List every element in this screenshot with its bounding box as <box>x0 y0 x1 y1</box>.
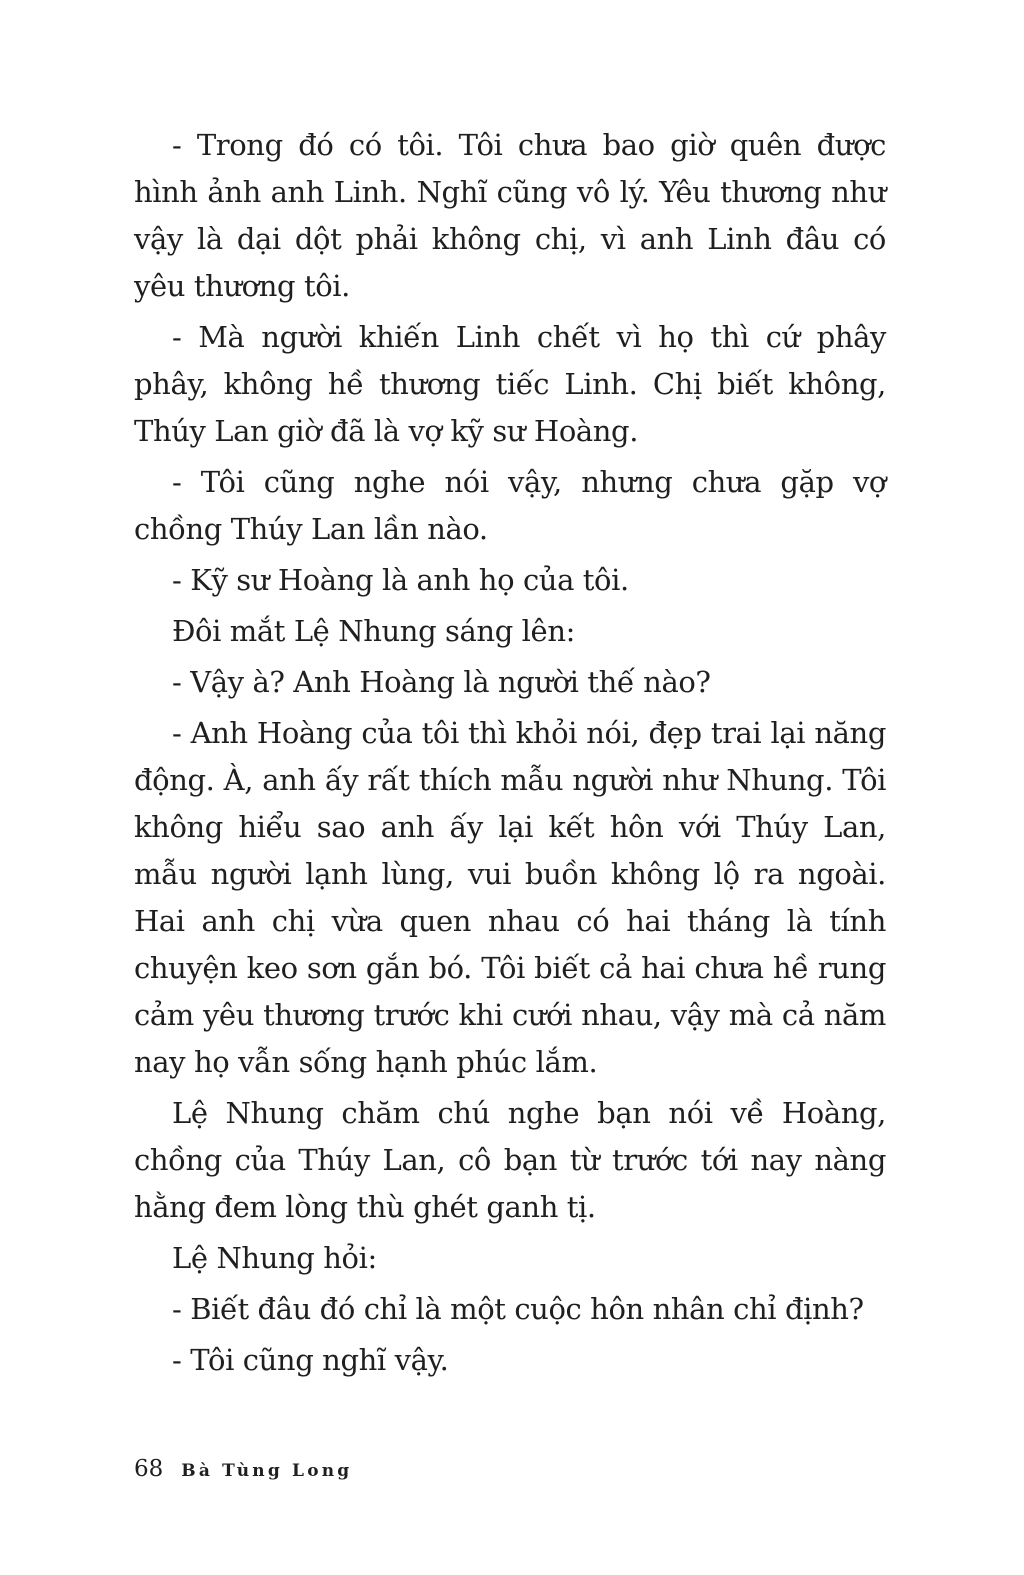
paragraph-3: - Tôi cũng nghe nói vậy, nhưng chưa gặp vợ chồng Thúy Lan lần nào. <box>134 465 886 546</box>
page-footer <box>134 1456 352 1486</box>
paragraph-10: - Biết đâu đó chỉ là một cuộc hôn nhân chỉ định? <box>172 1292 864 1326</box>
page-body <box>134 122 886 1388</box>
running-head-author: Bà Tùng Long <box>181 1461 353 1481</box>
paragraph-9: Lệ Nhung hỏi: <box>172 1241 377 1275</box>
paragraph-4: - Kỹ sư Hoàng là anh họ của tôi. <box>172 563 629 597</box>
paragraph-6: - Vậy à? Anh Hoàng là người thế nào? <box>172 665 711 699</box>
paragraph-2: - Mà người khiến Linh chết vì họ thì cứ phây phây, không hề thương tiếc Linh. Chị biết không, Thúy Lan giờ đã là vợ kỹ sư Hoàng. <box>134 320 886 448</box>
paragraph-5: Đôi mắt Lệ Nhung sáng lên: <box>172 614 575 648</box>
paragraph-1: - Trong đó có tôi. Tôi chưa bao giờ quên được hình ảnh anh Linh. Nghĩ cũng vô lý. Yêu thương như vậy là dại dột phải không chị, vì anh Linh đâu có yêu thương tôi. <box>134 128 886 303</box>
paragraph-11: - Tôi cũng nghĩ vậy. <box>172 1343 449 1377</box>
paragraph-7: - Anh Hoàng của tôi thì khỏi nói, đẹp trai lại năng động. À, anh ấy rất thích mẫu người như Nhung. Tôi không hiểu sao anh ấy lại kết hôn với Thúy Lan, mẫu người lạnh lùng, vui buồn không lộ ra ngoài. Hai anh chị vừa quen nhau có hai tháng là tính chuyện keo sơn gắn bó. Tôi biết cả hai chưa hề rung cảm yêu thương trước khi cưới nhau, vậy mà cả năm nay họ vẫn sống hạnh phúc lắm. <box>134 716 886 1079</box>
paragraph-8: Lệ Nhung chăm chú nghe bạn nói về Hoàng, chồng của Thúy Lan, cô bạn từ trước tới nay nàng hằng đem lòng thù ghét ganh tị. <box>134 1096 886 1224</box>
page-number: 68 <box>134 1456 164 1482</box>
